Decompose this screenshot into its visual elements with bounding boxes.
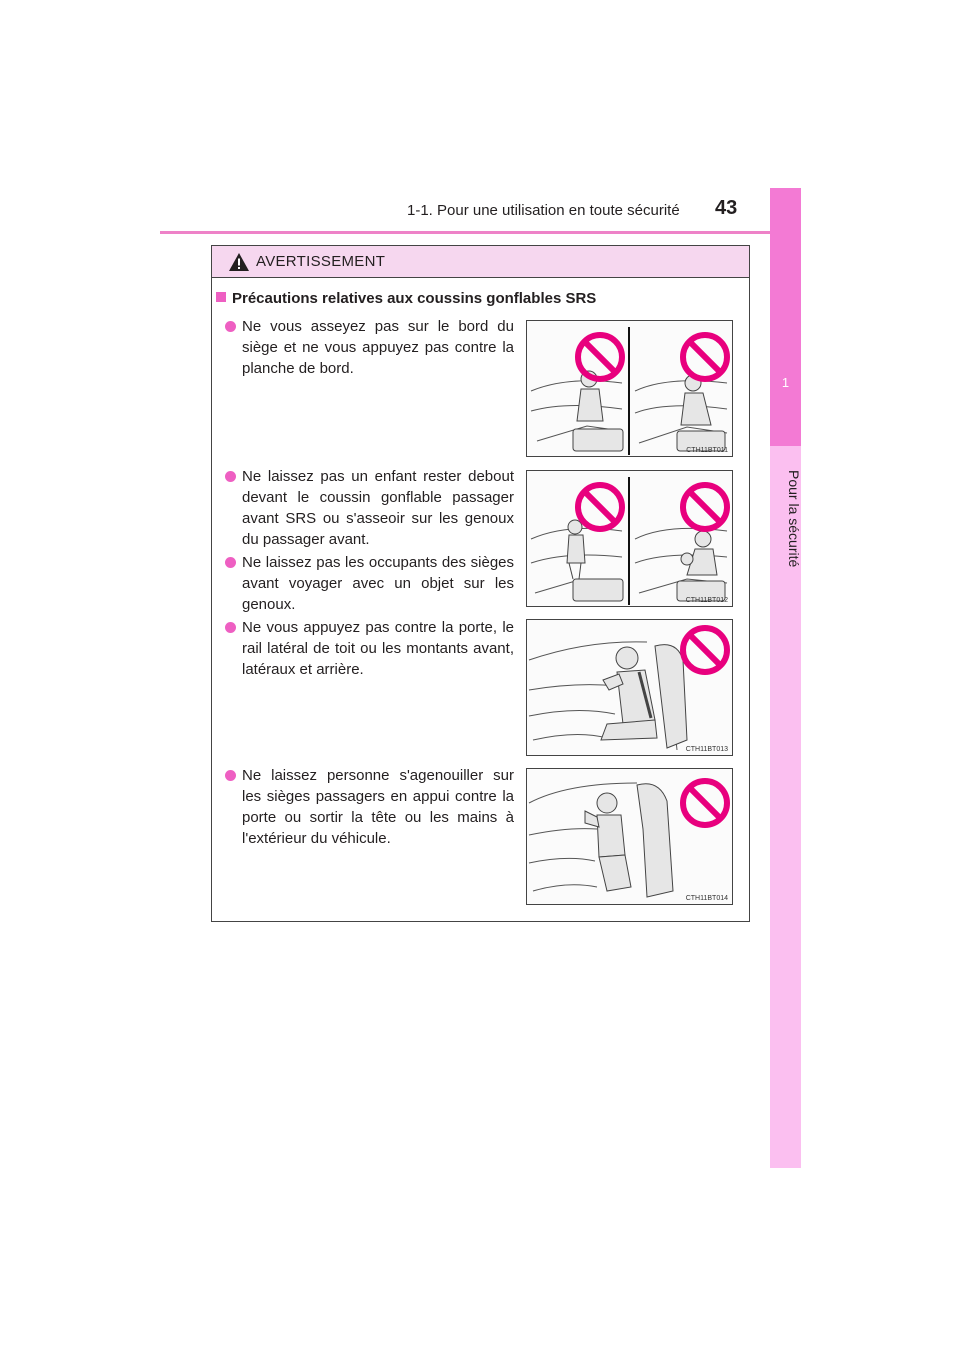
illustration-figure	[526, 768, 733, 905]
section-title	[216, 290, 596, 307]
bullet-dot-icon	[225, 770, 236, 781]
bullet-item	[242, 552, 514, 615]
bullet-item	[242, 765, 514, 849]
bullet-text: Ne vous appuyez pas contre la porte, le rail latéral de toit ou les montants avant, latéraux et arrière.	[242, 619, 514, 678]
figure-code: CTH11BT011	[686, 447, 728, 454]
section-title-text: Précautions relatives aux coussins gonflables SRS	[232, 290, 597, 307]
door-lean-illustration	[527, 620, 732, 755]
bullet-text: Ne laissez pas les occupants des sièges avant voyager avec un objet sur les genoux.	[242, 554, 514, 613]
running-header-title: 1-1. Pour une utilisation en toute sécurité	[407, 202, 680, 219]
bullet-dot-icon	[225, 321, 236, 332]
bullet-item	[242, 316, 514, 379]
chapter-number: 1	[781, 375, 790, 390]
bullet-text: Ne vous asseyez pas sur le bord du siège et ne vous appuyez pas contre la planche de bord.	[242, 318, 514, 377]
illustration-figure	[526, 619, 733, 756]
bullet-text: Ne laissez personne s'agenouiller sur les sièges passagers en appui contre la porte ou sortir la tête ou les mains à l'extérieur du véhicule.	[242, 767, 514, 847]
bullet-item	[242, 617, 514, 680]
illustration-figure	[526, 470, 733, 607]
warning-header	[212, 246, 749, 278]
child-standing-illustration	[527, 471, 732, 606]
seat-lean-illustration	[527, 321, 732, 456]
figure-code: CTH11BT014	[685, 895, 728, 902]
bullet-dot-icon	[225, 471, 236, 482]
warning-triangle-icon	[228, 252, 250, 272]
chapter-side-tab-highlight	[770, 188, 801, 446]
page-number: 43	[715, 197, 738, 219]
bullet-text: Ne laissez pas un enfant rester debout devant le coussin gonflable passager avant SRS ou s'asseoir sur les genoux du passager avant.	[242, 468, 514, 548]
square-bullet-icon	[216, 292, 226, 302]
figure-code: CTH11BT012	[685, 597, 728, 604]
figure-code: CTH11BT013	[685, 746, 728, 753]
chapter-title: Pour la sécurité	[786, 470, 802, 568]
header-rule	[160, 231, 800, 234]
bullet-dot-icon	[225, 557, 236, 568]
kneeling-passenger-illustration	[527, 769, 732, 904]
bullet-item	[242, 466, 514, 550]
illustration-figure	[526, 320, 733, 457]
warning-label: AVERTISSEMENT	[256, 253, 386, 270]
bullet-dot-icon	[225, 622, 236, 633]
